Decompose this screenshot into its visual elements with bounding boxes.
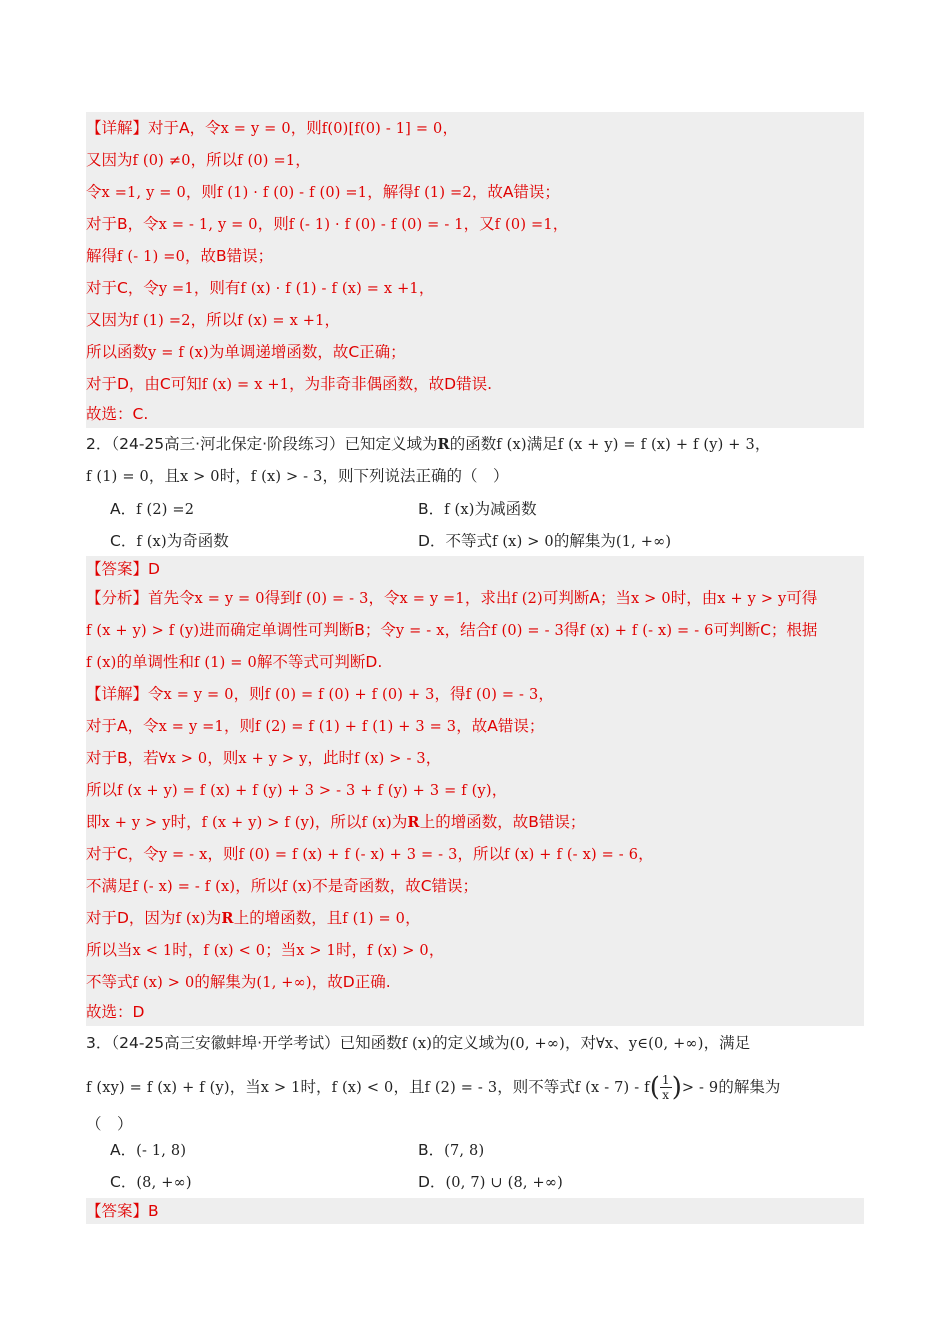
q1-detail-line-10: 故选：C.: [86, 400, 864, 428]
q1-detail-line-2: 又因为f (0) ≠0，所以f (0) =1，: [86, 144, 864, 176]
q3-option-b: B．(7, 8): [418, 1141, 485, 1159]
fraction-one-over-x: $\frac{1}{x}$: [661, 1073, 670, 1102]
q3-option-d: D．(0, 7) ∪ (8, +∞): [418, 1173, 563, 1191]
q2-detail-line-9: 所以当x < 1时，f (x) < 0；当x > 1时，f (x) > 0，: [86, 934, 864, 966]
q1-detail-line-8: 所以函数y = f (x)为单调递增函数，故C正确；: [86, 336, 864, 368]
q2-detail-line-3: 对于B，若∀x > 0，则x + y > y，此时f (x) > - 3，: [86, 742, 864, 774]
q2-detail-line-4: 所以f (x + y) = f (x) + f (y) + 3 > - 3 + f (y) + 3 = f (y)，: [86, 774, 864, 806]
left-paren: (: [649, 1072, 660, 1103]
q2-detail-line-7: 不满足f (- x) = - f (x)，所以f (x)不是奇函数，故C错误；: [86, 870, 864, 902]
q2-option-d: D．不等式f (x) > 0的解集为(1, +∞): [418, 532, 672, 550]
right-paren: ): [671, 1072, 682, 1103]
q2-option-c: C．f (x)为奇函数: [110, 532, 229, 550]
q2-detail-line-11: 故选：D: [86, 998, 864, 1026]
q2-analysis-line-2: f (x + y) > f (y)进而确定单调性可判断B；令y = - x，结合f (0) = - 3得f (x) + f (- x) = - 6可判断C；根据: [86, 614, 864, 646]
q3-stem-line-3: （ ）: [86, 1115, 133, 1133]
q2-stem-line-2: f (1) = 0，且x > 0时，f (x) > - 3，则下列说法正确的（ ）: [86, 467, 509, 485]
q1-detail-line-5: 解得f (- 1) =0，故B错误；: [86, 240, 864, 272]
q2-detail-line-6: 对于C，令y = - x，则f (0) = f (x) + f (- x) + 3 = - 3，所以f (x) + f (- x) = - 6，: [86, 838, 864, 870]
q1-detail-line-9: 对于D，由C可知f (x) = x +1，为非奇非偶函数，故D错误.: [86, 368, 864, 400]
q2-detail-line-5: 即x + y > y时，f (x + y) > f (y)，所以f (x)为R上的增函数，故B错误；: [86, 806, 864, 838]
q2-detail-line-1: 【详解】令x = y = 0，则f (0) = f (0) + f (0) + 3，得f (0) = - 3，: [86, 678, 864, 710]
q2-stem-line-1: 2．（24-25高三·河北保定·阶段练习）已知定义域为R的函数f (x)满足f (x + y) = f (x) + f (y) + 3，: [86, 435, 771, 453]
q3-option-a: A．(- 1, 8): [110, 1141, 187, 1159]
q1-detail-line-4: 对于B，令x = - 1, y = 0，则f (- 1) · f (0) - f (0) = - 1，又f (0) =1，: [86, 208, 864, 240]
q2-analysis-line-3: f (x)的单调性和f (1) = 0解不等式可判断D.: [86, 646, 864, 678]
q3-option-c: C．(8, +∞): [110, 1173, 192, 1191]
q3-stem-line-1: 3．（24-25高三安徽蚌埠·开学考试）已知函数f (x)的定义域为(0, +∞)，对∀x、y∈(0, +∞)，满足: [86, 1034, 751, 1052]
q2-analysis-line-1: 【分析】首先令x = y = 0得到f (0) = - 3，令x = y =1，求出f (2)可判断A；当x > 0时，由x + y > y可得: [86, 582, 864, 614]
q2-answer: 【答案】D: [86, 556, 864, 582]
q1-detail-line-6: 对于C，令y =1，则有f (x) · f (1) - f (x) = x +1，: [86, 272, 864, 304]
q2-detail-line-2: 对于A，令x = y =1，则f (2) = f (1) + f (1) + 3 = 3，故A错误；: [86, 710, 864, 742]
q1-detail-line-7: 又因为f (1) =2，所以f (x) = x +1，: [86, 304, 864, 336]
q3-answer: 【答案】B: [86, 1198, 864, 1224]
q2-option-a: A．f (2) =2: [110, 500, 195, 518]
q1-detail-line-3: 令x =1, y = 0，则f (1) · f (0) - f (0) =1，解得f (1) =2，故A错误；: [86, 176, 864, 208]
q2-option-b: B．f (x)为减函数: [418, 500, 537, 518]
q2-detail-line-8: 对于D，因为f (x)为R上的增函数，且f (1) = 0，: [86, 902, 864, 934]
q3-stem-line-2: f (xy) = f (x) + f (y)，当x > 1时，f (x) < 0，且f (2) = - 3，则不等式f (x - 7) - f( $\frac{1}{x}$ )> - 9的解集为: [86, 1072, 781, 1103]
q1-detail-line-1: 【详解】对于A，令x = y = 0，则f(0)[f(0) - 1] = 0，: [86, 112, 864, 144]
q2-detail-line-10: 不等式f (x) > 0的解集为(1, +∞)，故D正确.: [86, 966, 864, 998]
